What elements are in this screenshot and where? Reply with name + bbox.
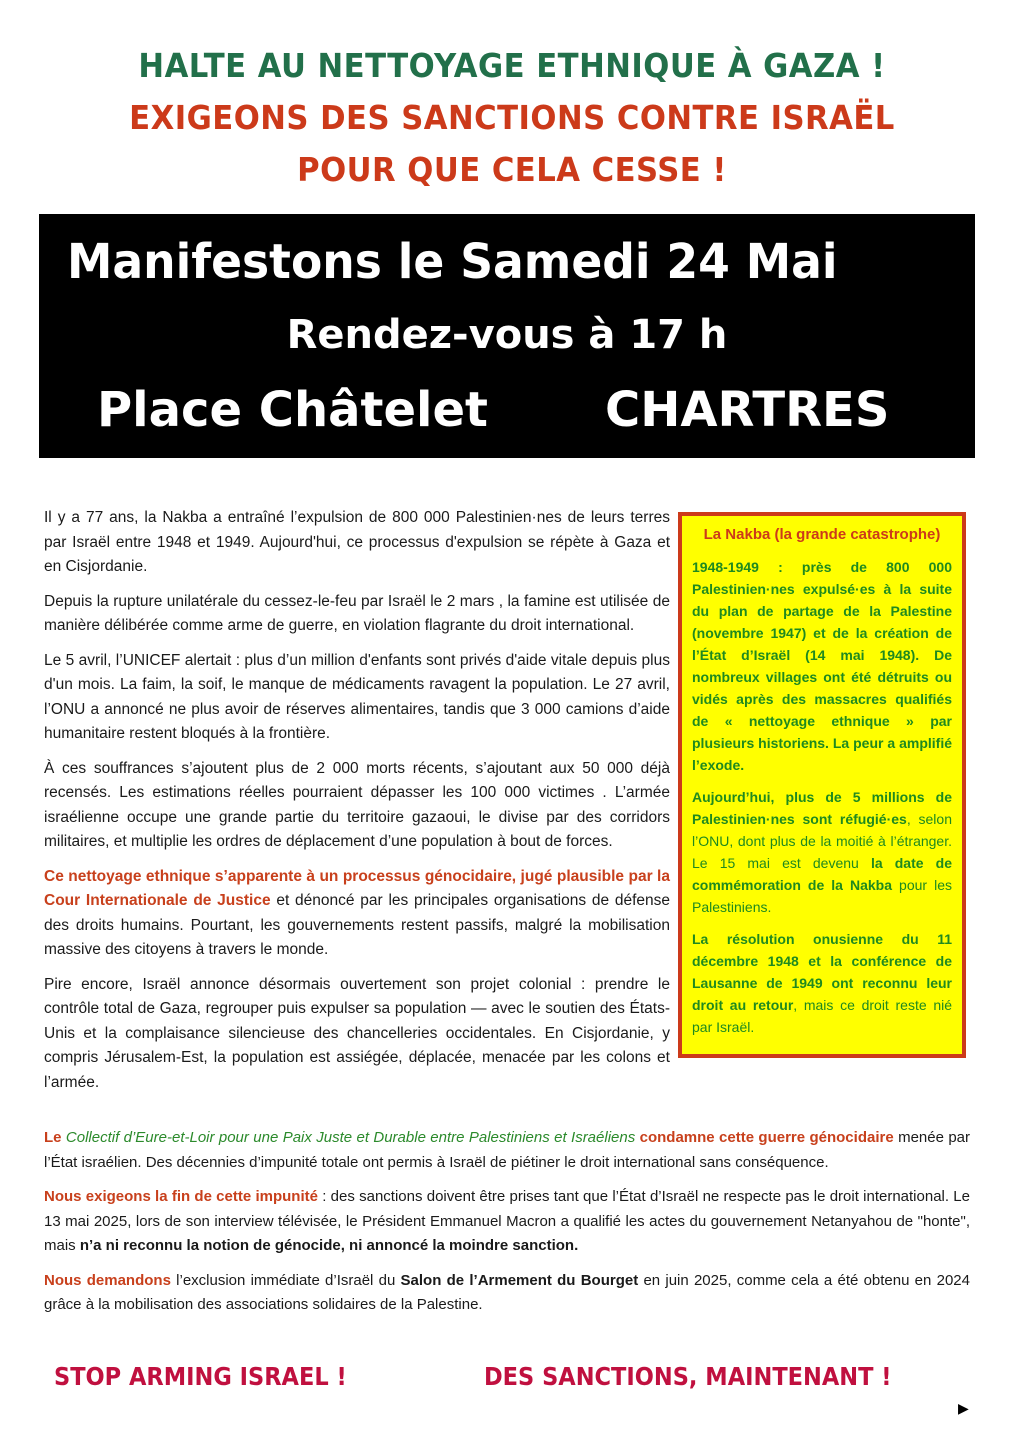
sidebar-title: La Nakba (la grande catastrophe) [703,526,941,543]
paragraph: Il y a 77 ans, la Nakba a entraîné l’expulsion de 800 000 Palestinien·nes de leurs terres par Israël entre 1948 et 1949. Aujourd'hui, ce processus d'expulsion se répète à Gaza et en Cisjordanie. [44,509,670,575]
slogan-sanctions: DES SANCTIONS, MAINTENANT ! [484,1362,892,1391]
paragraph: Depuis la rupture unilatérale du cessez-le-feu par Israël le 2 mars , la famine est utilisée de manière délibérée comme arme de guerre, en violation flagrante du droit international. [44,592,670,634]
paragraph: À ces souffrances s’ajoutent plus de 2 000 morts récents, s’ajoutant aux 50 000 déjà recensés. Les estimations réelles pourraient dépasser les 100 000 victimes . L’armée israélienne occupe une grande partie du territoire gazaoui, le divise par des corridors militaires, et multiplie les ordres de déplacement d’une population à bout de forces. [44,759,670,850]
slogan-stop-arming: STOP ARMING ISRAEL ! [54,1362,347,1391]
event-place: Place Châtelet [97,382,488,438]
nakba-sidebar [678,512,966,1058]
event-time: Rendez-vous à 17 h [286,312,728,358]
next-page-arrow-icon[interactable]: ▶ [958,1400,969,1416]
paragraph: Le 5 avril, l’UNICEF alertait : plus d’un million d'enfants sont privés d'aide vitale depuis plus d'un mois. La faim, la soif, le manque de médicaments ravagent la population. Le 27 avril, l’ONU a annoncé ne plus avoir de réserves alimentaires, tandis que 3 000 camions d’aide humanitaire restent bloqués à la frontière. [44,651,670,742]
text: Le [44,1129,66,1146]
bold-text: la date de commémoration de la Nakba [692,855,952,893]
highlight-text: Nous exigeons la fin de cette impunité [44,1188,318,1205]
sidebar-paragraph: 1948-1949 : près de 800 000 Palestinien·nes expulsé·es à la suite du plan de partage de la Palestine (novembre 1947) et de la création de l’État d’Israël (14 mai 1948). De nombreux villages ont été détruits ou vidés après des massacres qualifiés de « nettoyage ethnique » par plusieurs historiens. La peur a amplifié l’exode. [692,559,952,773]
paragraph [44,1185,970,1259]
text: , selon l’ONU, dont plus de la moitié à l’étranger. Le 15 mai est devenu [692,811,952,871]
headline-cesse: POUR QUE CELA CESSE ! [297,150,727,189]
collectif-name: Collectif d’Eure-et-Loir pour une Paix Juste et Durable entre Palestiniens et Israéliens [65,1129,636,1146]
paragraph: Pire encore, Israël annonce désormais ouvertement son projet colonial : prendre le contrôle total de Gaza, regrouper puis expulser sa population — avec le soutien des États-Unis et la complaisance silencieuse des chancelleries occidentales. En Cisjordanie, y compris Jérusalem-Est, la population est assiégée, déplacée, menacée par les colons et l’armée. [44,975,670,1091]
headline-halte: HALTE AU NETTOYAGE ETHNIQUE À GAZA ! [138,46,886,85]
bold-text: n’a ni reconnu la notion de génocide, ni annoncé la moindre sanction. [79,1237,579,1254]
sidebar-paragraph [692,928,952,1038]
highlight-text: Nous demandons [44,1271,171,1289]
paragraph [44,865,670,963]
bold-text: Aujourd’hui, plus de 5 millions de Palestinien·nes sont réfugié·es [692,789,952,827]
event-date: Manifestons le Samedi 24 Mai [67,234,838,290]
main-column [44,506,670,1105]
text: : des sanctions doivent être prises tant que l’État d’Israël ne respecte pas le droit international. Le 13 mai 2025, lors de son interview télévisée, le Président Emmanuel Macron a qualifié les actes du gouvernement Netanyahou de "honte", mais [44,1188,970,1254]
event-city: CHARTRES [605,382,890,438]
event-banner [39,214,975,458]
sidebar-paragraph [692,786,952,918]
paragraph-text: et dénoncé par les principales organisations de défense des droits humains. Pourtant, les gouvernements restent passifs, malgré la mobilisation massive des citoyens à travers le monde. [44,892,670,958]
bottom-section [44,1126,970,1328]
bold-text: La résolution onusienne du 11 décembre 1948 et la conférence de Lausanne de 1949 ont reconnu leur droit au retour [692,931,952,1013]
bold-text: Salon de l’Armement du Bourget [400,1271,639,1289]
text: pour les Palestiniens. [692,877,952,915]
highlight-text: condamne cette guerre génocidaire [635,1129,894,1146]
paragraph [44,1126,970,1175]
paragraph [44,1269,970,1318]
text: l’exclusion immédiate d’Israël du [170,1271,401,1289]
text: menée par l’État israélien. Des décennies d’impunité totale ont permis à Israël de piétiner le droit international sans conséquence. [44,1129,970,1171]
text: en juin 2025, comme cela a été obtenu en 2024 grâce à la mobilisation des associations solidaires de la Palestine. [44,1271,970,1313]
highlight-text: Ce nettoyage ethnique s’apparente à un processus génocidaire, jugé plausible par la Cour Internationale de Justice [44,867,670,909]
headline-sanctions: EXIGEONS DES SANCTIONS CONTRE ISRAËL [129,98,895,137]
text: , mais ce droit reste nié par Israël. [692,997,953,1035]
